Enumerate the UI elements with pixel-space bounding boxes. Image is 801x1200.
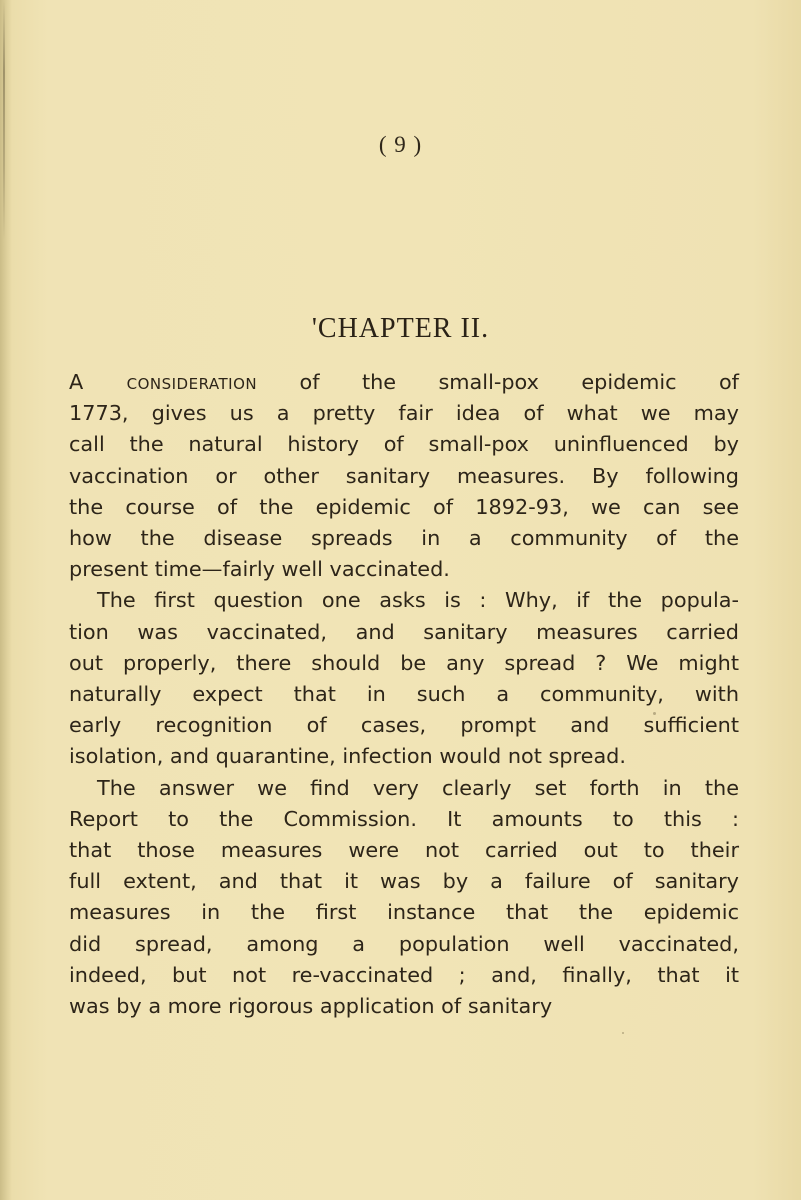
text-line: The first question one asks is : Why, if the popula- xyxy=(97,588,739,613)
paragraph-3 xyxy=(69,773,739,1023)
text-line: call the natural history of small-pox uninfluenced by xyxy=(69,432,739,457)
text-line: The answer we find very clearly set forth in the xyxy=(97,775,739,800)
page-number: ( 9 ) xyxy=(378,132,423,157)
text-line: full extent, and that it was by a failure of sanitary xyxy=(69,869,739,894)
page-binding-edge xyxy=(0,0,12,1200)
text-line: Report to the Commission. It amounts to this : xyxy=(69,806,739,831)
text-line: A consideration of the small-pox epidemic of xyxy=(69,370,739,394)
text-line: that those measures were not carried out to their xyxy=(69,838,739,863)
paragraph-2 xyxy=(69,585,739,772)
text-line: vaccination or other sanitary measures. By following xyxy=(69,463,739,488)
chapter-heading: 'CHAPTER II. xyxy=(311,313,490,344)
text-line: the course of the epidemic of 1892-93, we can see xyxy=(69,494,739,519)
paragraph-lead: A consideration xyxy=(69,370,258,394)
text-line: indeed, but not re-vaccinated ; and, finally, that it xyxy=(69,962,739,987)
text-line: tion was vaccinated, and sanitary measures carried xyxy=(69,619,739,644)
body-text xyxy=(69,367,739,1022)
text-line: measures in the first instance that the epidemic xyxy=(69,900,739,925)
paper-speck xyxy=(653,712,656,715)
text-line: early recognition of cases, prompt and sufficient xyxy=(69,713,739,738)
text-line: did spread, among a population well vaccinated, xyxy=(69,931,739,956)
text-line: out properly, there should be any spread ? We might xyxy=(69,650,739,675)
text-line: naturally expect that in such a community, with xyxy=(69,682,739,707)
text-line: isolation, and quarantine, infection would not spread. xyxy=(69,744,626,769)
text-line: 1773, gives us a pretty fair idea of what we may xyxy=(69,401,739,426)
text-line: how the disease spreads in a community of the xyxy=(69,526,739,551)
paragraph-1 xyxy=(69,367,739,585)
text-line: present time—fairly well vaccinated. xyxy=(69,557,450,582)
text-line: was by a more rigorous application of sanitary xyxy=(69,994,553,1019)
paper-speck xyxy=(622,1032,624,1034)
